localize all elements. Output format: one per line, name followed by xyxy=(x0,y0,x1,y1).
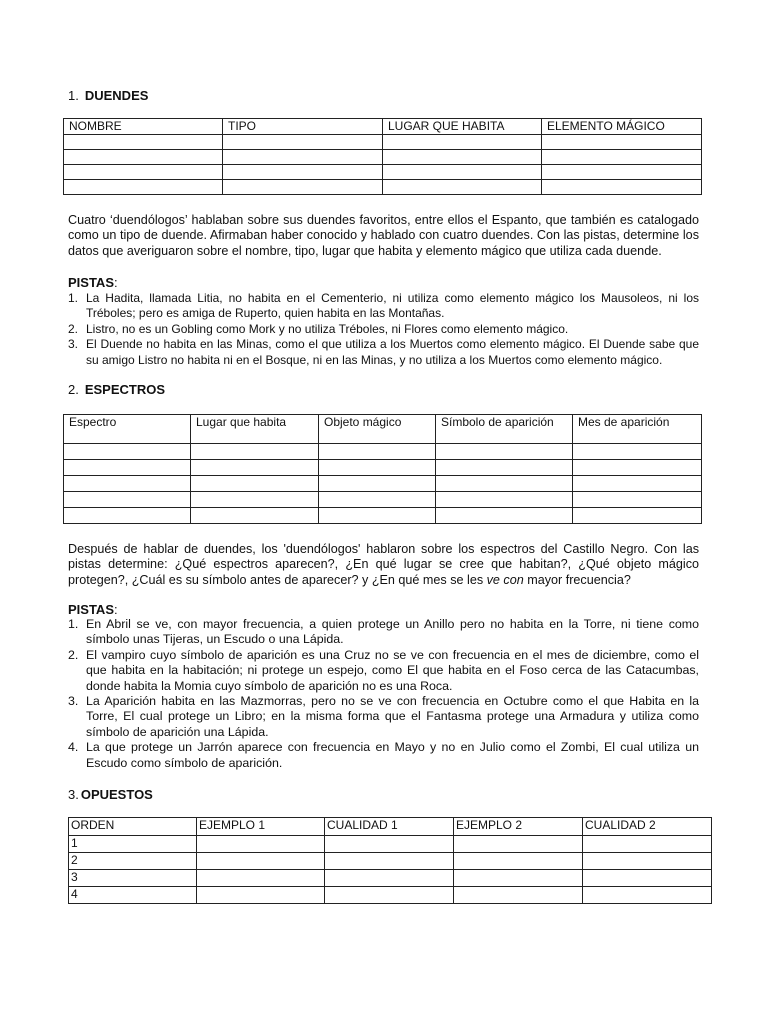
table-cell[interactable] xyxy=(319,460,436,476)
table-row xyxy=(69,870,712,887)
table-cell[interactable] xyxy=(583,870,712,887)
duendes-table xyxy=(63,118,702,195)
table-cell[interactable] xyxy=(454,836,583,853)
table-cell[interactable] xyxy=(64,476,191,492)
table-row xyxy=(69,836,712,853)
table-row xyxy=(64,150,702,165)
list-item: 2. El vampiro cuyo símbolo de aparición es una Cruz no se ve con frecuencia en el mes de diciembre, como el que habita en la habitación; ni protege un espejo, como El que habita en el Foso cerca de las Catacumbas, donde habita la Momia cuyo símbolo de aparición no es una Roca. xyxy=(68,647,699,693)
table-cell[interactable] xyxy=(191,492,319,508)
table-row xyxy=(64,460,702,476)
pistas-label: PISTAS: xyxy=(68,602,118,617)
espectros-clues xyxy=(68,617,699,771)
table-cell[interactable] xyxy=(325,870,454,887)
table-cell[interactable] xyxy=(542,135,702,150)
table-cell: 2 xyxy=(69,853,197,870)
header-cell: Lugar que habita xyxy=(191,415,319,444)
table-row xyxy=(69,853,712,870)
table-cell: 3 xyxy=(69,870,197,887)
table-cell[interactable] xyxy=(319,476,436,492)
espectros-intro: Después de hablar de duendes, los 'duendólogos' hablaron sobre los espectros del Castillo Negro. Con las pistas determine: ¿Qué espectros aparecen?, ¿En qué lugar se cree que habitan?, ¿Qué objeto mágico protegen?, ¿Cuál es su símbolo antes de aparecer? y ¿En qué mes se les ve con mayor frecuencia? xyxy=(68,542,699,587)
table-row xyxy=(64,508,702,524)
table-cell[interactable] xyxy=(454,870,583,887)
header-cell: NOMBRE xyxy=(64,119,223,135)
header-cell: LUGAR QUE HABITA xyxy=(383,119,542,135)
table-header-row xyxy=(69,818,712,836)
table-cell[interactable] xyxy=(454,853,583,870)
table-cell[interactable] xyxy=(383,135,542,150)
table-header-row xyxy=(64,119,702,135)
table-cell[interactable] xyxy=(436,460,573,476)
table-cell[interactable] xyxy=(573,492,702,508)
table-cell[interactable] xyxy=(436,444,573,460)
table-row xyxy=(64,444,702,460)
table-header-row xyxy=(64,415,702,444)
table-row xyxy=(64,492,702,508)
section-number: 3. xyxy=(68,787,79,802)
table-cell[interactable] xyxy=(223,180,383,195)
table-cell[interactable] xyxy=(223,150,383,165)
header-cell: EJEMPLO 2 xyxy=(454,818,583,836)
section-title: ESPECTROS xyxy=(84,382,166,397)
table-cell[interactable] xyxy=(191,460,319,476)
table-cell[interactable] xyxy=(573,476,702,492)
pistas-label: PISTAS: xyxy=(68,275,118,290)
table-cell[interactable] xyxy=(64,492,191,508)
espectros-table xyxy=(63,414,702,524)
table-cell[interactable] xyxy=(325,853,454,870)
header-cell: CUALIDAD 1 xyxy=(325,818,454,836)
header-cell: Mes de aparición xyxy=(573,415,702,444)
table-cell[interactable] xyxy=(64,508,191,524)
section-espectros-heading xyxy=(68,382,165,397)
table-row xyxy=(69,887,712,904)
table-cell[interactable] xyxy=(319,508,436,524)
table-cell[interactable] xyxy=(383,180,542,195)
table-cell: 4 xyxy=(69,887,197,904)
duendes-clues xyxy=(68,291,699,368)
table-cell[interactable] xyxy=(542,165,702,180)
list-item: 4. La que protege un Jarrón aparece con frecuencia en Mayo y no en Julio como el Zombi, El cual utiliza un Escudo como símbolo de aparición. xyxy=(68,740,699,770)
table-cell[interactable] xyxy=(542,150,702,165)
header-cell: Espectro xyxy=(64,415,191,444)
section-opuestos-heading xyxy=(68,787,153,802)
table-cell[interactable] xyxy=(197,836,325,853)
section-number: 1. xyxy=(68,88,79,103)
opuestos-table xyxy=(68,817,712,904)
table-cell[interactable] xyxy=(542,180,702,195)
table-cell[interactable] xyxy=(223,165,383,180)
header-cell: ELEMENTO MÁGICO xyxy=(542,119,702,135)
table-cell[interactable] xyxy=(197,870,325,887)
table-cell[interactable] xyxy=(64,165,223,180)
section-number: 2. xyxy=(68,382,79,397)
table-cell[interactable] xyxy=(191,444,319,460)
header-cell: EJEMPLO 1 xyxy=(197,818,325,836)
table-row xyxy=(64,135,702,150)
list-item: 1. En Abril se ve, con mayor frecuencia, a quien protege un Anillo pero no habita en la Torre, ni tiene como símbolo unas Tijeras, un Escudo o una Lápida. xyxy=(68,617,699,647)
table-cell: 1 xyxy=(69,836,197,853)
table-cell[interactable] xyxy=(454,887,583,904)
list-item: 2. Listro, no es un Gobling como Mork y no utiliza Tréboles, ni Flores como elemento mágico. xyxy=(68,321,569,336)
table-cell[interactable] xyxy=(325,836,454,853)
table-row xyxy=(64,180,702,195)
table-cell[interactable] xyxy=(64,460,191,476)
duendes-intro: Cuatro ‘duendólogos’ hablaban sobre sus duendes favoritos, entre ellos el Espanto, que también es catalogado como un tipo de duende. Afirmaban haber conocido y hablado con cuatro duendes. Con las pistas, determine los datos que averiguaron sobre el nombre, tipo, lugar que habita y elemento mágico que utiliza cada duende. xyxy=(68,213,699,258)
header-cell: Objeto mágico xyxy=(319,415,436,444)
table-cell[interactable] xyxy=(64,135,223,150)
table-cell[interactable] xyxy=(436,476,573,492)
table-cell[interactable] xyxy=(383,150,542,165)
list-item: 3. El Duende no habita en las Minas, como el que utiliza a los Muertos como elemento mágico. El Duende sabe que su amigo Listro no habita ni en el Bosque, ni en las Minas, y no utiliza a los Muertos como elemento mágico. xyxy=(68,337,699,367)
table-cell[interactable] xyxy=(191,476,319,492)
list-item: 1. La Hadita, llamada Litia, no habita en el Cementerio, ni utiliza como elemento mágico los Mausoleos, ni los Tréboles; pero es amiga de Ruperto, quien habita en las Montañas. xyxy=(68,291,699,321)
table-cell[interactable] xyxy=(64,180,223,195)
section-duendes-heading xyxy=(68,88,148,103)
table-cell[interactable] xyxy=(191,508,319,524)
table-cell[interactable] xyxy=(319,444,436,460)
table-cell[interactable] xyxy=(325,887,454,904)
table-row xyxy=(64,165,702,180)
table-row xyxy=(64,476,702,492)
table-cell[interactable] xyxy=(64,444,191,460)
header-cell: Símbolo de aparición xyxy=(436,415,573,444)
table-cell[interactable] xyxy=(573,508,702,524)
header-cell: CUALIDAD 2 xyxy=(583,818,712,836)
table-cell[interactable] xyxy=(583,836,712,853)
table-cell[interactable] xyxy=(583,887,712,904)
table-cell[interactable] xyxy=(573,444,702,460)
table-cell[interactable] xyxy=(436,492,573,508)
list-item: 3. La Aparición habita en las Mazmorras, pero no se ve con frecuencia en Octubre como el que Habita en la Torre, El cual protege un Libro; en la misma forma que el Fantasma protege una Armadura y utiliza como símbolo de aparición una Lápida. xyxy=(68,694,699,739)
section-title: DUENDES xyxy=(84,88,149,103)
table-cell[interactable] xyxy=(583,853,712,870)
header-cell: TIPO xyxy=(223,119,383,135)
table-cell[interactable] xyxy=(64,150,223,165)
section-title: OPUESTOS xyxy=(80,787,153,802)
table-cell[interactable] xyxy=(573,460,702,476)
header-cell: ORDEN xyxy=(69,818,197,836)
table-cell[interactable] xyxy=(223,135,383,150)
table-cell[interactable] xyxy=(197,887,325,904)
table-cell[interactable] xyxy=(436,508,573,524)
table-cell[interactable] xyxy=(319,492,436,508)
table-cell[interactable] xyxy=(383,165,542,180)
table-cell[interactable] xyxy=(197,853,325,870)
